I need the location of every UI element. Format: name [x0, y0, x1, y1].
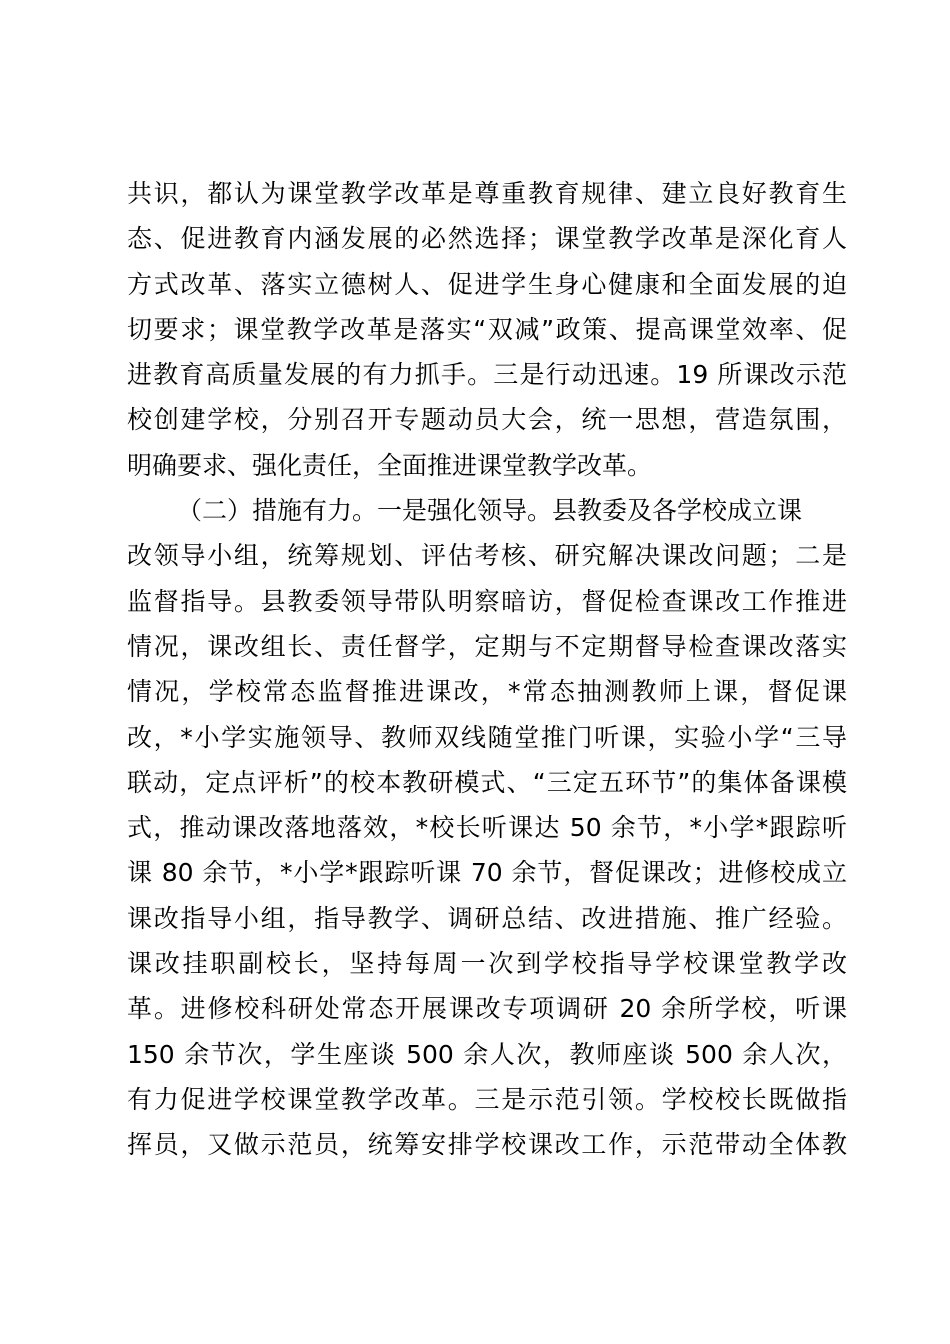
text-line: 课 80 余节，*小学*跟踪听课 70 余节，督促课改；进修校成立 — [127, 858, 847, 888]
text-line: 切要求；课堂教学改革是落实“双减”政策、提高课堂效率、促 — [127, 314, 847, 344]
text-line: 情况，课改组长、责任督学，定期与不定期督导检查课改落实 — [127, 631, 847, 661]
text-line: 共识，都认为课堂教学改革是尊重教育规律、建立良好教育生 — [127, 179, 847, 208]
text-line: 方式改革、落实立德树人、促进学生身心健康和全面发展的迫 — [127, 269, 847, 299]
text-line: 挥员，又做示范员，统筹安排学校课改工作，示范带动全体教 — [127, 1130, 847, 1160]
text-line: 革。进修校科研处常态开展课改专项调研 20 余所学校，听课 — [127, 994, 847, 1024]
text-line: 监督指导。县教委领导带队明察暗访，督促检查课改工作推进 — [127, 586, 847, 616]
text-line: 课改指导小组，指导教学、调研总结、改进措施、推广经验。 — [127, 903, 847, 933]
text-line: 明确要求、强化责任，全面推进课堂教学改革。 — [127, 450, 653, 480]
paragraph-start-line: （二）措施有力。一是强化领导。县教委及各学校成立课 — [177, 496, 803, 526]
text-line: 150 余节次，学生座谈 500 余人次，教师座谈 500 余人次， — [127, 1039, 847, 1069]
text-line: 改领导小组，统筹规划、评估考核、研究解决课改问题；二是 — [127, 541, 847, 571]
text-line: 式，推动课改落地落效，*校长听课达 50 余节，*小学*跟踪听 — [127, 813, 847, 843]
text-line: 有力促进学校课堂教学改革。三是示范引领。学校校长既做指 — [127, 1084, 847, 1114]
text-line: 态、促进教育内涵发展的必然选择；课堂教学改革是深化育人 — [127, 224, 847, 254]
text-line: 进教育高质量发展的有力抓手。三是行动迅速。19 所课改示范 — [127, 360, 847, 390]
text-line: 联动，定点评析”的校本教研模式、“三定五环节”的集体备课模 — [127, 767, 847, 797]
text-line: 校创建学校，分别召开专题动员大会，统一思想，营造氛围， — [127, 405, 847, 435]
text-line: 课改挂职副校长，坚持每周一次到学校指导学校课堂教学改 — [127, 949, 847, 979]
text-line: 情况，学校常态监督推进课改，*常态抽测教师上课，督促课 — [127, 677, 847, 707]
text-line: 改，*小学实施领导、教师双线随堂推门听课，实验小学“三导 — [127, 722, 847, 752]
body-text — [127, 171, 847, 1168]
